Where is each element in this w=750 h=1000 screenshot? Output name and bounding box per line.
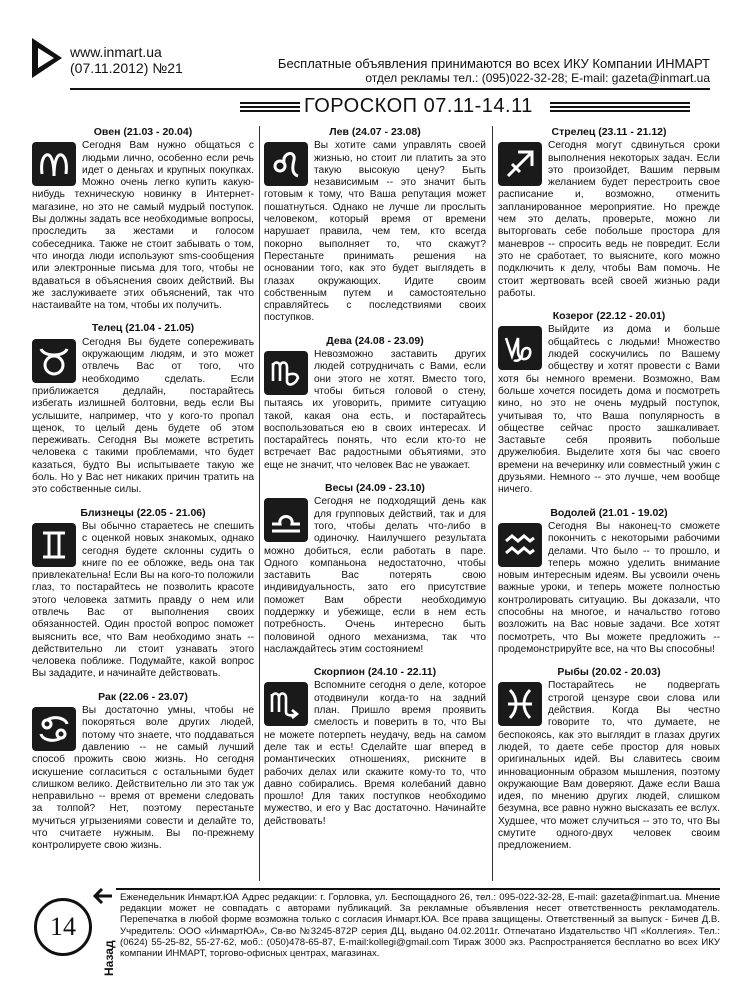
back-arrow-icon[interactable] [92, 886, 114, 906]
ads-line-2: отдел рекламы тел.: (095)022-32-28; E-mail: gazeta@inmart.ua [365, 71, 710, 85]
column-2 [264, 126, 486, 838]
sign-title: Водолей (21.01 - 19.02) [550, 506, 668, 519]
site-url[interactable]: www.inmart.ua [70, 44, 162, 60]
sign-leo [264, 126, 486, 325]
sign-text: Вы достаточно умны, чтобы не покоряться воле других людей, потому что знаете, что поддаваться давлению -- не самый лучший способ прожить свою жизнь. Но сегодня искушение согласиться с остальными будет слишком велико. Действительно ли это так уж неправильно -- время от времени следовать за толпой? Нет, поэтому перестаньте мучиться угрызениями совести и делайте то, что считаете нужным. Вы по-прежнему контролируете свою жизнь. [32, 705, 254, 852]
capricorn-icon [498, 326, 542, 370]
sign-title: Дева (24.08 - 23.09) [326, 334, 424, 347]
footer-divider [116, 888, 720, 890]
header-divider [70, 88, 710, 90]
title-stripes-right [550, 102, 690, 112]
sign-text: Сегодня не подходящий день как для групповых действий, так и для того, чтобы делать что-либо в одиночку. Наилучшего результата можно добиться, если работать в паре. Одного компаньона недостаточно, чтобы заставить Вас потерять свою индивидуальность, зато его присутствие поможет Вам обрести необходимую поддержку и убежище, если в нем есть потребность. Очень интересно быть половиной одного механизма, так что наслаждайтесь этим состоянием! [264, 496, 486, 655]
cancer-icon [32, 707, 76, 751]
sign-title: Рыбы (20.02 - 20.03) [557, 666, 661, 679]
back-link[interactable]: Назад [102, 940, 116, 976]
aries-icon [32, 142, 76, 186]
sign-title: Близнецы (22.05 - 21.06) [80, 506, 206, 519]
sign-scorpio [264, 666, 486, 828]
leo-icon [264, 142, 308, 186]
sign-cancer [32, 691, 254, 853]
issue-date: (07.11.2012) №21 [70, 60, 183, 76]
column-divider [492, 126, 493, 881]
pisces-icon [498, 682, 542, 726]
sign-virgo [264, 335, 486, 472]
sign-pisces [498, 666, 720, 852]
ads-info [278, 56, 710, 86]
sign-title: Овен (21.03 - 20.04) [93, 126, 193, 138]
sign-text: Невозможно заставить других людей сотрудничать с Вами, если они этого не хотят. Вместо того, чтобы биться головой о стену, пытаясь их уговорить, примите ситуацию такой, какая она есть, и постарайтесь воспользоваться ею в своих интересах. И постарайтесь понять, что если кто-то не встречает Вас радостными объятиями, это еще не значит, что человек Вас не уважает. [264, 349, 486, 471]
sagittarius-icon [498, 142, 542, 186]
ads-line-1: Бесплатные объявления принимаются во всех ИКУ Компании ИНМАРТ [277, 56, 710, 71]
sign-taurus [32, 322, 254, 496]
scorpio-icon [264, 682, 308, 726]
page-title: ГОРОСКОП 07.11-14.11 [304, 95, 533, 117]
taurus-icon [32, 339, 76, 383]
sign-title: Стрелец (23.11 - 21.12) [551, 126, 667, 138]
footer [30, 884, 720, 984]
sign-text: Выйдите из дома и больше общайтесь с людьми! Множество людей соскучились по Вашему обществу и хотят провести с Вами хотя бы немного времени. Возможно, Вам больше хочется посидеть дома и посмотреть кино, но это не очень мудрый поступок, учитывая то, что Ваша популярность в обществе сейчас просто зашкаливает. Заставьте себя проявить побольше дружелюбия. Выделите хотя бы час своего времени на вечеринку или совместный ужин с друзьями. Немного -- это лучше, чем вообще ничего. [498, 324, 720, 496]
aquarius-icon [498, 523, 542, 567]
sign-text: Сегодня Вы будете сопереживать окружающим людям, и это может отвлечь Вас от того, что необходимо сделать. Если приближается дедлайн, постарайтесь избегать излишней болтовни, ведь если Вы услышите, например, что у кого-то пропал щенок, то целый день будете об этом переживать. Сегодня Вы можете встретить человека с такими проблемами, что будет казаться, будто Вы испытываете такую же боль. Но у Вас нет никаких причин тратить на это собственные силы. [32, 336, 254, 496]
sign-text: Сегодня могут сдвинуться сроки выполнения некоторых задач. Если это произойдет, Вашим первым желанием будет перестроить свое расписание и, возможно, отменить запланированное мероприятие. Но прежде чем это делать, проверьте, можно ли выторговать себе побольше простора для маневров -- спросить ведь не повредит. Если это не сработает, то выясните, кого можно подключить к делу, чтобы Вам помочь. Не стоит жертвовать всей своей жизнью ради работы. [498, 140, 720, 299]
site-info [70, 44, 183, 76]
sign-text: Вы хотите сами управлять своей жизнью, но стоит ли платить за это такую высокую цену? Быть независимым -- это значит быть готовым к тому, что Ваша репутация может пошатнуться. Однако не лучше ли прослыть человеком, который время от времени нарушает правила, чем тем, кто всегда покорно выполняет то, что скажут? Перестаньте принимать решения на основании того, как это будет выглядеть в глазах окружающих. Идите своим собственным путем и самостоятельно справляйтесь с последствиями своих поступков. [264, 140, 486, 324]
title-row [30, 96, 720, 118]
sign-text: Постарайтесь не подвергать строгой цензуре свои слова или действия. Когда Вы честно говорите то, что думаете, не беспокоясь, как это выглядит в глазах других людей, то даете себе простор для новых оригинальных идей. Вы славитесь своим инновационным образом мышления, поэтому окружающие Вам доверяют. Даже если Ваша идея, по мнению других людей, слишком безумна, все равно нужно высказать ее вслух. Худшее, что может случиться -- это то, что Вы смутите одного-двух человек своим предложением. [498, 680, 720, 852]
sign-title: Козерог (22.12 - 20.01) [552, 310, 666, 323]
column-3 [498, 126, 720, 863]
imprint-text: Еженедельник Инмарт.ЮА Адрес редакции: г. Горловка, ул. Беспощадного 26, тел.: 095-022-32-28, E-mail: gazeta@inmart.ua. Мнение редакции может не совпадать с авторами публикаций. За рекламные объявления несет ответственность рекламодатель. Перепечатка в любой форме возможна только с согласия Инмарт.ЮА. Все права защищены. Ответственный за выпуск - Бичев Д.В. Учредитель: ООО «ИнмартЮА», Св-во №3245-872Р серия ДЦ, выдано 04.02.2011г. Отпечатано Издательство ЧП «Коллегия». Тел.: (0624) 55-25-82, 55-27-62, моб.: (050)478-65-87, E-mail:kollegi@gmail.com Тираж 3000 экз. Распространяется бесплатно во всех ИКУ компании ИНМАРТ, торгово-офисных центрах, магазинах. [120, 892, 720, 960]
sign-title: Скорпион (24.10 - 22.11) [313, 666, 437, 679]
column-1 [32, 126, 254, 863]
column-divider [259, 126, 260, 881]
sign-text: Сегодня Вам нужно общаться с людьми лично, особенно если речь идет о деньгах и крупных покупках. Можно очень легко купить какую-нибудь техническую новинку в Интернет-магазине, но это не самый мудрый поступок. Вы должны задать все необходимые вопросы, проследить за жестами и голосом собеседника. Также не стоит забывать о том, что иногда люди используют sms-сообщения или электронные письма для того, чтобы не вдаваться в объяснения своих действий. Вы же заслуживаете этих объяснений, так что настаивайте на том, чтобы их получить. [32, 140, 254, 312]
page-number: 14 [34, 898, 92, 956]
virgo-icon [264, 351, 308, 395]
sign-aquarius [498, 507, 720, 657]
sign-title: Рак (22.06 - 23.07) [98, 690, 188, 703]
sign-capricorn [498, 310, 720, 496]
sign-sagittarius [498, 126, 720, 300]
sign-title: Лев (24.07 - 23.08) [329, 126, 421, 138]
sign-text: Сегодня Вы наконец-то сможете покончить с некоторыми рабочими делами. Что было -- то прошло, и теперь можно уделить внимание новым интересным идеям. Вы усвоили очень важные уроки, и теперь можете полностью контролировать ситуацию. Вы доказали, что способны на многое, и начальство готово возложить на Вас новые задачи. Все хотят посмотреть, что Вы можете предложить -- продемонстрируйте все, на что Вы способны! [498, 520, 720, 655]
sign-libra [264, 482, 486, 656]
sign-title: Весы (24.09 - 23.10) [325, 482, 425, 495]
inmart-logo-icon [30, 36, 64, 80]
gemini-icon [32, 523, 76, 567]
libra-icon [264, 498, 308, 542]
sign-aries [32, 126, 254, 312]
sign-text: Вы обычно стараетесь не спешить с оценкой новых знакомых, однако сегодня будете склонны судить о книге по ее обложке, ведь она так привлекательна! Если Вы на кого-то положили глаз, то постарайтесь не позволить красоте этого человека затмить правду о нем или отвлечь Вас от выполнения своих обязанностей. Один простой вопрос поможет выяснить все, что Вам необходимо знать -- действительно ли стоит узнавать этого человека поближе. Подумайте, какой вопрос Вы зададите, и начинайте действовать. [32, 520, 254, 680]
sign-title: Телец (21.04 - 21.05) [91, 322, 195, 335]
title-stripes-left [240, 102, 300, 112]
sign-gemini [32, 507, 254, 681]
sign-text: Вспомните сегодня о деле, которое отодвинули когда-то на задний план. Пришло время проявить смелость и поверить в то, что Вы не можете потерпеть неудачу, ведь на самом деле так и есть! Сделайте шаг вперед в романтических отношениях, рискните в рабочих делах или скажите кому-то то, что давно собирались. Время колебаний давно прошло! Для таких поступков необходимо мужество, и его у Вас достаточно. Начинайте действовать! [264, 680, 486, 827]
